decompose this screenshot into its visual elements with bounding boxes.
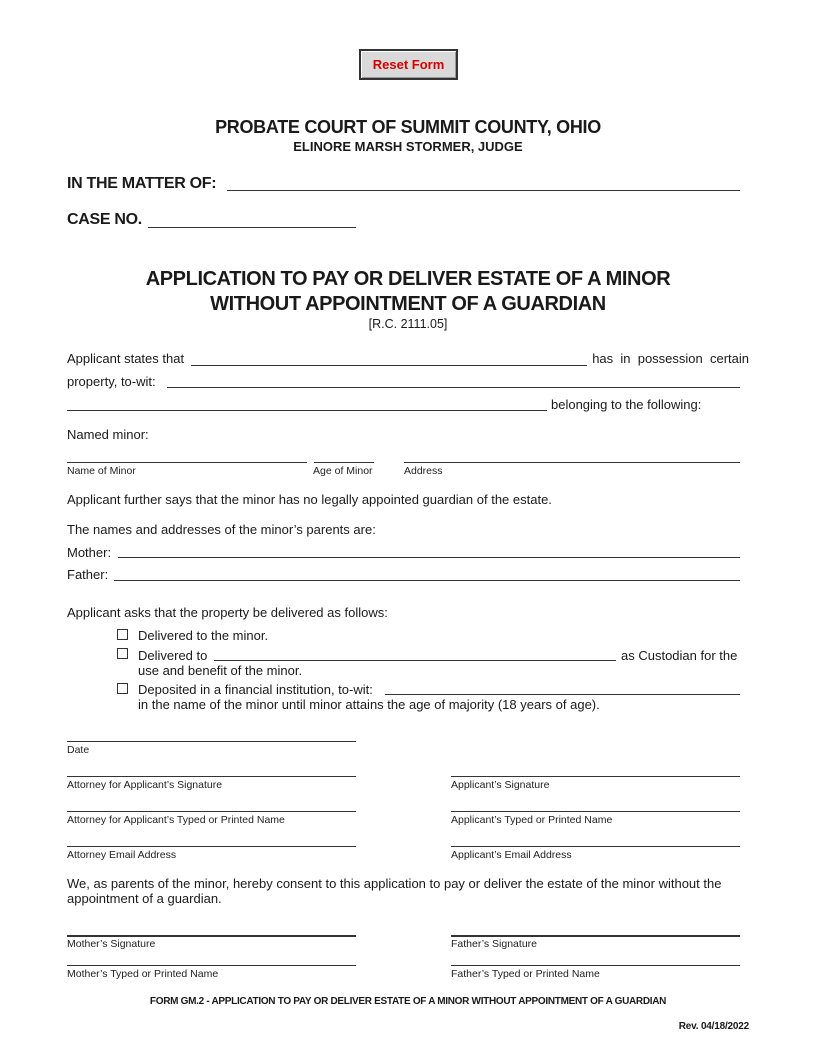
father-name-caption: Father’s Typed or Printed Name	[451, 968, 600, 980]
opt3-label-b: in the name of the minor until minor attains the age of majority (18 years of age).	[138, 697, 600, 712]
opt2-label-b: as Custodian for the	[621, 648, 738, 663]
consent-text-2: appointment of a guardian.	[67, 891, 222, 906]
applicant-name-caption: Applicant’s Typed or Printed Name	[451, 814, 613, 826]
name-of-minor-caption: Name of Minor	[67, 465, 136, 477]
father-name-input[interactable]	[451, 965, 740, 966]
property-input-1[interactable]	[167, 387, 740, 388]
father-signature-line[interactable]	[451, 935, 740, 937]
opt1-label: Delivered to the minor.	[138, 628, 269, 643]
mother-name-caption: Mother’s Typed or Printed Name	[67, 968, 219, 980]
delivered-to-minor-checkbox[interactable]	[117, 629, 128, 640]
revision-date: Rev. 04/18/2022	[678, 1021, 749, 1032]
no-guardian-text: Applicant further says that the minor has no legally appointed guardian of the estate.	[67, 492, 552, 507]
applicant-signature-caption: Applicant’s Signature	[451, 779, 550, 791]
delivered-to-custodian-checkbox[interactable]	[117, 648, 128, 659]
matter-input[interactable]	[227, 190, 740, 191]
belonging-text: belonging to the following:	[551, 397, 702, 412]
has-possession-text: has in possession certain	[592, 351, 749, 366]
attorney-signature-caption: Attorney for Applicant’s Signature	[67, 779, 223, 791]
property-label: property, to-wit:	[67, 374, 156, 389]
judge-name: ELINORE MARSH STORMER, JUDGE	[293, 139, 523, 154]
consent-text-1: We, as parents of the minor, hereby consent to this application to pay or deliver the estate of the minor without the	[67, 876, 722, 891]
attorney-name-caption: Attorney for Applicant’s Typed or Printed Name	[67, 814, 285, 826]
attorney-signature-line[interactable]	[67, 776, 356, 777]
minor-address-input[interactable]	[404, 462, 740, 463]
case-number-input[interactable]	[148, 227, 356, 228]
date-caption: Date	[67, 744, 90, 756]
applicant-name-input[interactable]	[191, 365, 587, 366]
minor-name-input[interactable]	[67, 462, 307, 463]
opt2-label-a: Delivered to	[138, 648, 208, 663]
father-input[interactable]	[114, 580, 740, 581]
named-minor-label: Named minor:	[67, 427, 149, 442]
deposited-checkbox[interactable]	[117, 683, 128, 694]
case-label: CASE NO.	[67, 211, 142, 228]
reset-form-button[interactable]	[359, 49, 458, 80]
statute-citation: [R.C. 2111.05]	[368, 317, 448, 331]
mother-label: Mother:	[67, 545, 112, 560]
minor-age-input[interactable]	[314, 462, 374, 463]
attorney-email-caption: Attorney Email Address	[67, 849, 177, 861]
court-name: PROBATE COURT OF SUMMIT COUNTY, OHIO	[215, 117, 601, 137]
matter-label: IN THE MATTER OF:	[67, 175, 217, 192]
mother-name-input[interactable]	[67, 965, 356, 966]
mother-signature-caption: Mother’s Signature	[67, 938, 156, 950]
opt3-label-a: Deposited in a financial institution, to-wit:	[138, 682, 373, 697]
applicant-email-caption: Applicant’s Email Address	[451, 849, 572, 861]
custodian-name-input[interactable]	[214, 660, 616, 661]
address-caption: Address	[404, 465, 443, 477]
opt2-label-c: use and benefit of the minor.	[138, 663, 303, 678]
parents-intro-text: The names and addresses of the minor’s parents are:	[67, 522, 376, 537]
form-title-line1: APPLICATION TO PAY OR DELIVER ESTATE OF A MINOR	[145, 268, 671, 290]
form-title-line2: WITHOUT APPOINTMENT OF A GUARDIAN	[210, 293, 606, 315]
applicant-signature-line[interactable]	[451, 776, 740, 777]
reset-form-label: Reset Form	[372, 57, 445, 72]
mother-signature-line[interactable]	[67, 935, 356, 937]
applicant-name-line[interactable]	[451, 811, 740, 812]
applicant-email-input[interactable]	[451, 846, 740, 847]
father-label: Father:	[67, 567, 109, 582]
financial-institution-input[interactable]	[385, 694, 740, 695]
attorney-email-input[interactable]	[67, 846, 356, 847]
applicant-states-text: Applicant states that	[67, 351, 185, 366]
mother-input[interactable]	[118, 557, 740, 558]
age-of-minor-caption: Age of Minor	[313, 465, 373, 477]
attorney-name-input[interactable]	[67, 811, 356, 812]
form-footer: FORM GM.2 - APPLICATION TO PAY OR DELIVER ESTATE OF A MINOR WITHOUT APPOINTMENT OF A GUARDIAN	[149, 996, 667, 1007]
delivery-intro-text: Applicant asks that the property be delivered as follows:	[67, 605, 388, 620]
date-input[interactable]	[67, 741, 356, 742]
property-input-2[interactable]	[67, 410, 547, 411]
father-signature-caption: Father’s Signature	[451, 938, 537, 950]
